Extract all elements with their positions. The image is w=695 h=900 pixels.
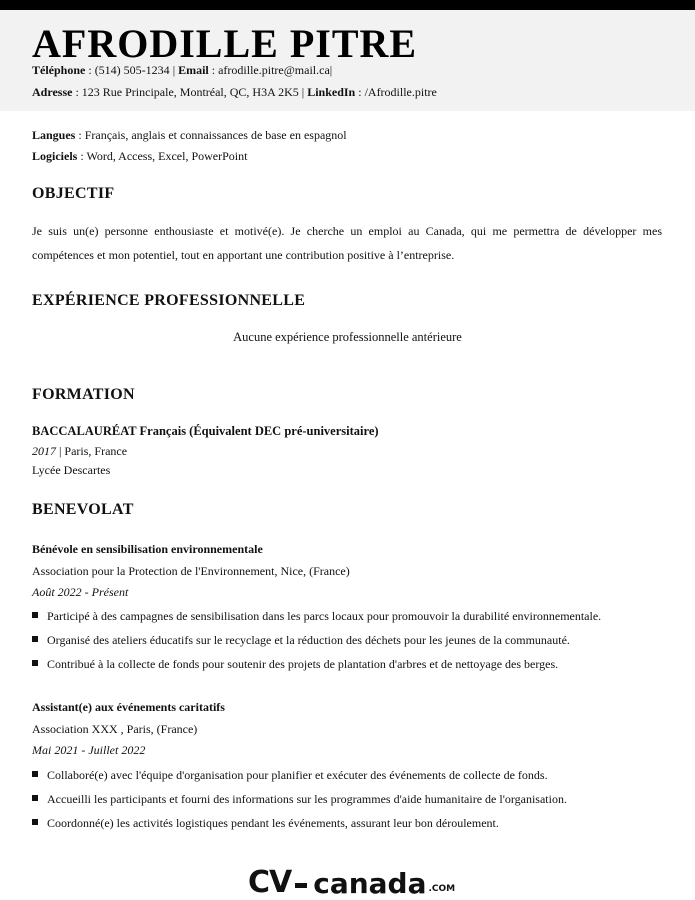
role-2-bullet-2 [32, 793, 567, 805]
address-label: Adresse [32, 85, 73, 99]
bullet-square-icon [32, 636, 38, 642]
linkedin-label: LinkedIn [307, 85, 356, 99]
experience-title: EXPÉRIENCE PROFESSIONNELLE [32, 292, 306, 309]
role-1-bullet-1 [32, 610, 601, 622]
bullet-square-icon [32, 612, 38, 618]
candidate-name: AFRODILLE PITRE [32, 21, 418, 66]
role-2-title: Assistant(e) aux événements caritatifs [32, 700, 225, 714]
email-value[interactable]: afrodille.pitre@mail.ca| [218, 63, 333, 77]
header-band [0, 10, 695, 111]
bullet-text: Collaboré(e) avec l'équipe d'organisation pour planifier et exécuter des événements de collecte de fonds. [47, 768, 548, 782]
education-title: FORMATION [32, 386, 135, 403]
degree-year-line [32, 445, 127, 457]
objective-title: OBJECTIF [32, 185, 115, 202]
logo-dash [295, 883, 307, 888]
software-value: Word, Access, Excel, PowerPoint [86, 149, 248, 163]
objective-text: Je suis un(e) personne enthousiaste et motivé(e). Je cherche un emploi au Canada, qui me permettra de développer mes compétences et mon potentiel, tout en apportant une contribution positive à l’entreprise. [32, 224, 662, 262]
logo-suffix: .COM [428, 884, 456, 894]
role-1-bullet-2 [32, 634, 570, 646]
contact-line-2: Adresse : 123 Rue Principale, Montréal, QC, H3A 2K5 | LinkedIn : /Afrodille.pitre [32, 85, 437, 99]
languages-label: Langues [32, 128, 76, 142]
linkedin-value[interactable]: /Afrodille.pitre [364, 85, 437, 99]
bullet-text: Participé à des campagnes de sensibilisation dans les parcs locaux pour promouvoir la durabilité environnementale. [47, 609, 602, 623]
top-bar [0, 0, 695, 10]
software-line: Logiciels : Word, Access, Excel, PowerPoint [32, 149, 248, 163]
bullet-square-icon [32, 660, 38, 666]
address-value: 123 Rue Principale, Montréal, QC, H3A 2K5 [81, 85, 299, 99]
role-1-org: Association pour la Protection de l'Environnement, Nice, (France) [32, 564, 350, 578]
bullet-text: Accueilli les participants et fourni des informations sur les programmes d'aide humanitaire de l'organisation. [47, 792, 567, 806]
bullet-text: Coordonné(e) les activités logistiques pendant les événements, assurant leur bon déroulement. [47, 816, 499, 830]
bullet-square-icon [32, 795, 38, 801]
role-2-org: Association XXX , Paris, (France) [32, 722, 198, 736]
software-label: Logiciels [32, 149, 78, 163]
degree-title: BACCALAURÉAT Français (Équivalent DEC pré-universitaire) [32, 424, 379, 438]
email-label: Email [178, 63, 209, 77]
degree-location: | Paris, France [59, 444, 128, 458]
volunteer-title: BENEVOLAT [32, 501, 134, 518]
degree-year: 2017 [32, 444, 56, 458]
role-1-title: Bénévole en sensibilisation environnementale [32, 542, 263, 556]
role-2-dates: Mai 2021 - Juillet 2022 [32, 743, 146, 757]
bullet-text: Organisé des ateliers éducatifs sur le recyclage et la réduction des déchets pour les jeunes de la communauté. [47, 633, 570, 647]
phone-label: Téléphone [32, 63, 86, 77]
role-1-bullet-3 [32, 658, 558, 670]
role-2-bullet-1 [32, 769, 548, 781]
languages-value: Français, anglais et connaissances de base en espagnol [84, 128, 347, 142]
bullet-square-icon [32, 819, 38, 825]
phone-value: (514) 505-1234 [94, 63, 170, 77]
contact-line-1: Téléphone : (514) 505-1234 | Email : afrodille.pitre@mail.ca| [32, 63, 333, 77]
logo-mark: CV [248, 865, 292, 900]
role-1-dates: Août 2022 - Présent [32, 585, 129, 599]
languages-line: Langues : Français, anglais et connaissances de base en espagnol [32, 128, 347, 142]
school-name: Lycée Descartes [32, 463, 111, 477]
bullet-text: Contribué à la collecte de fonds pour soutenir des projets de plantation d'arbres et de nettoyage des berges. [47, 657, 559, 671]
cv-canada-logo[interactable] [248, 858, 455, 898]
bullet-square-icon [32, 771, 38, 777]
experience-text: Aucune expérience professionnelle antérieure [233, 330, 462, 344]
logo-word: canada [313, 867, 427, 900]
role-2-bullet-3 [32, 817, 499, 829]
